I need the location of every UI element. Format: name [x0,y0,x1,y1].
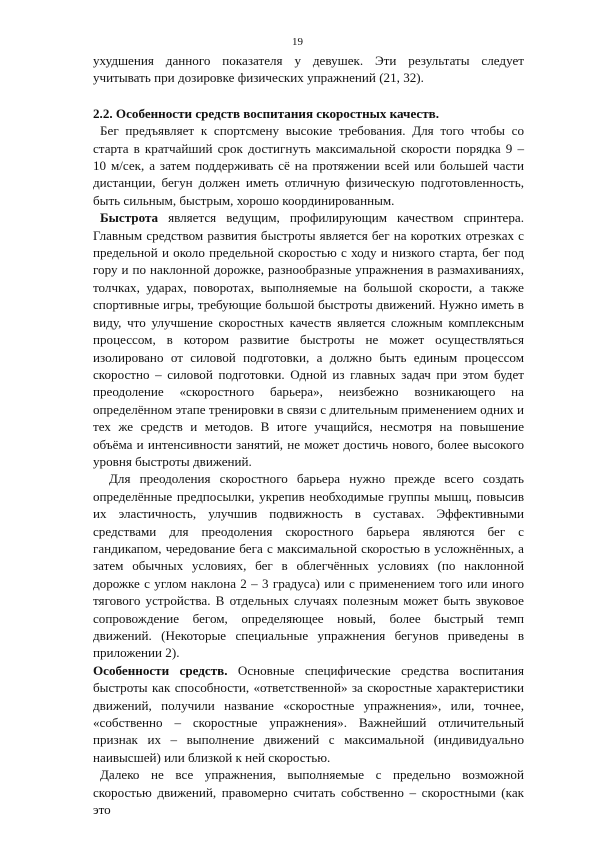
document-body [93,52,524,818]
page-number: 19 [292,36,303,48]
paragraph-running-requirements: Бег предъявляет к спортсмену высокие требования. Для того чтобы со старта в кратчайший срок достигнуть максимальной скорости порядка 9 – 10 м/сек, а затем поддерживать сё на протяжении всей или большей части дистанции, бегун должен иметь отличную физическую подготовленность, быть сильным, быстрым, хорошо координированным. [93,123,524,208]
section-heading: 2.2. Особенности средств воспитания скоростных качеств. [93,105,439,121]
paragraph-continuation: ухудшения данного показателя у девушек. Эти результаты следует учитывать при дозировке физических упражнений (21, 32). [93,53,524,86]
term-speed: Быстрота [100,210,159,226]
paragraph-means-features-text: Основные специфические средства воспитания быстроты как способности, «ответственной» за скоростные характеристики движений, получили название «скоростные упражнения», или, точнее, «собственно – скоростные упражнения». Важнейший отличительный признак их – выполнение движений с максимальной (индивидуально наивысшей) или близкой к ней скоростью. [93,662,524,765]
paragraph-means-features [93,662,524,766]
paragraph-speed [93,209,524,470]
paragraph-exercises: Далеко не все упражнения, выполняемые с предельно возможной скоростью движений, правомерно считать собственно – скоростными (как это [93,767,524,818]
term-means-features: Особенности средств. [93,662,228,678]
paragraph-speed-barrier: Для преодоления скоростного барьера нужно прежде всего создать определённые предпосылки, укрепив необходимые группы мышц, повысив их эластичность, улучшив подвижность в суставах. Эффективными средствами для преодоления скоростного барьера являются бег с гандикапом, чередование бега с максимальной скоростью в усложнённых, а затем обычных условиях, бег в облегчённых условиях (по наклонной дорожке с углом наклона 2 – 3 градуса) или с применением того или иного тягового устройства. В отдельных случаях полезным может быть звуковое сопровождение бегом, определяющее новый, более быстрый темп движений. (Некоторые специальные упражнения бегунов приведены в приложении 2). [93,471,524,661]
paragraph-speed-text: является ведущим, профилирующим качеством спринтера. Главным средством развития быстроты является бег на коротких отрезках с предельной и около предельной скоростью с ходу и низкого старта, бег под гору и по наклонной дорожке, разнообразные упражнения в размахиваниях, толчках, ударах, поворотах, выполняемые на большой скорости, а также спортивные игры, требующие большой быстроты движений. Нужно иметь в виду, что улучшение скоростных качеств является сложным комплексным процессом, в котором развитие быстроты не может осуществляться изолировано от силовой подготовки, а должно быть единым процессом скоростно – силовой подготовки. Одной из главных задач при этом будет преодоление «скоростного барьера», неизбежно возникающего на определённом этапе тренировки в связи с длительным применением одних и тех же средств и методов. В итоге учащийся, несмотря на повышение объёма и интенсивности занятий, не может достичь нового, более высокого уровня быстроты движений. [93,210,524,469]
